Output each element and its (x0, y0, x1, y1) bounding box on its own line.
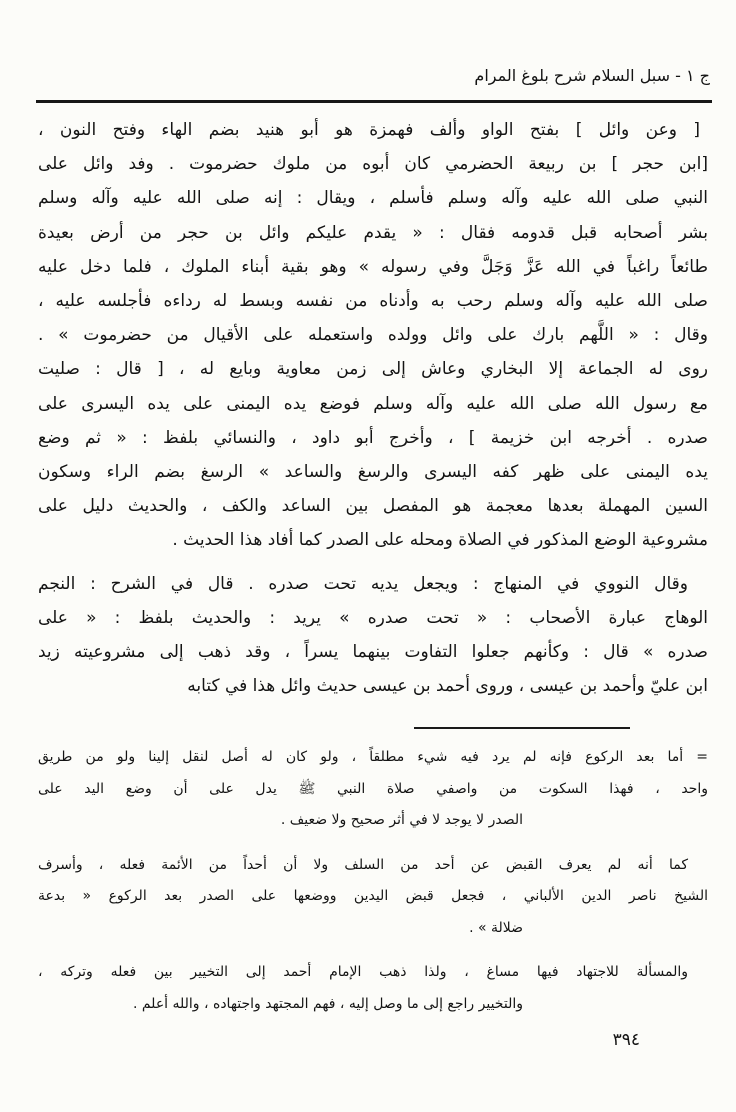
footnote-line: الشيخ ناصر الدين الألباني ، فجعل قبض اليدين ووضعها على الصدر بعد الركوع « بدعة (38, 888, 708, 904)
body-text (38, 113, 708, 703)
body-line: يده اليمنى على ظهر كفه اليسرى والرسغ والساعد » الرسغ بضم الراء وسكون (38, 462, 708, 483)
footnote-line: = أما بعد الركوع فإنه لم يرد فيه شيء مطلقاً ، ولو كان له أصل لنقل إلينا ولو من طريق (38, 749, 708, 765)
body-line: روى له الجماعة إلا البخاري وعاش إلى زمن معاوية وبايع له ، [ قال : صليت (38, 359, 708, 380)
body-line: صدره » قال : وكأنهم جعلوا التفاوت بينهما يسراً ، وقد ذهب إلى مشروعيته زيد (38, 642, 708, 663)
body-line: النبي صلى الله عليه وآله وسلم فأسلم ، ويقال : إنه صلى الله عليه وآله وسلم (38, 188, 708, 209)
footnote-line: والمسألة للاجتهاد فيها مساغ ، ولذا ذهب الإمام أحمد إلى التخيير بين فعله وتركه ، (38, 964, 688, 980)
footnote-line: الصدر لا يوجد لا في أثر صحيح ولا ضعيف . (280, 812, 523, 828)
body-line: ابن عليّ وأحمد بن عيسى ، وروى أحمد بن عيسى حديث وائل هذا في كتابه (187, 676, 708, 697)
paragraph-1 (38, 113, 708, 558)
footnote-paragraph-1 (38, 742, 708, 837)
footnote-paragraph-3 (38, 957, 708, 1020)
running-title: ج ١ - سبل السلام شرح بلوغ المرام (474, 66, 710, 85)
footnote-line: والتخيير راجع إلى ما وصل إليه ، فهم المجتهد واجتهاده ، والله أعلم . (132, 995, 523, 1012)
body-line: طائعاً راغباً في الله عَزَّ وَجَلَّ وفي رسوله » وهو بقية أبناء الملوك ، فلما دخل عليه (38, 256, 708, 277)
body-line: مع رسول الله صلى الله عليه وآله وسلم فوضع يده اليمنى على يده اليسرى على (38, 393, 708, 414)
body-line: وقال : « اللَّهم بارك على وائل وولده واستعمله على الأقيال من حضرموت » . (38, 325, 708, 346)
running-header (38, 66, 710, 85)
body-line: صدره . أخرجه ابن خزيمة ] ، وأخرج أبو داود ، والنسائي بلفظ : « ثم وضع (38, 427, 708, 448)
header-rule (36, 100, 712, 103)
body-line: السين المهملة بعدها معجمة هو المفصل بين الساعد والكف ، والحديث دليل على (38, 496, 708, 517)
footnotes (38, 742, 708, 1033)
paragraph-2 (38, 567, 708, 704)
page-number: ٣٩٤ (612, 1030, 640, 1050)
footnote-paragraph-2 (38, 850, 708, 945)
footnote-separator (414, 727, 630, 729)
body-line: مشروعية الوضع المذكور في الصلاة ومحله على الصدر كما أفاد هذا الحديث . (172, 530, 708, 551)
body-line: الوهاج عبارة الأصحاب : « تحت صدره » يريد : والحديث بلفظ : « على (38, 607, 708, 628)
body-line: وقال النووي في المنهاج : ويجعل يديه تحت صدره . قال في الشرح : النجم (38, 573, 688, 594)
body-line: [ وعن وائل ] بفتح الواو وألف فهمزة هو أبو هنيد بضم الهاء وفتح النون ، (38, 120, 700, 140)
body-line: بشر أصحابه قبل قدومه فقال : « يقدم عليكم وائل بن حجر من أرض بعيدة (38, 222, 708, 243)
footnote-line: كما أنه لم يعرف القبض عن أحد من السلف ولا أن أحداً من الأئمة فعله ، وأسرف (38, 856, 688, 873)
body-line: صلى الله عليه وآله وسلم رحب به وأدناه من نفسه وبسط له رداءه فأجلسه عليه ، (38, 291, 708, 312)
body-line: [ابن حجر ] بن ربيعة الحضرمي كان أبوه من ملوك حضرموت . وفد وائل على (38, 154, 708, 175)
footnote-line: ضلالة » . (469, 919, 523, 936)
footnote-line: واحد ، فهذا السكوت من واصفي صلاة النبي ﷺ يدل على أن وضع اليد على (38, 780, 708, 797)
